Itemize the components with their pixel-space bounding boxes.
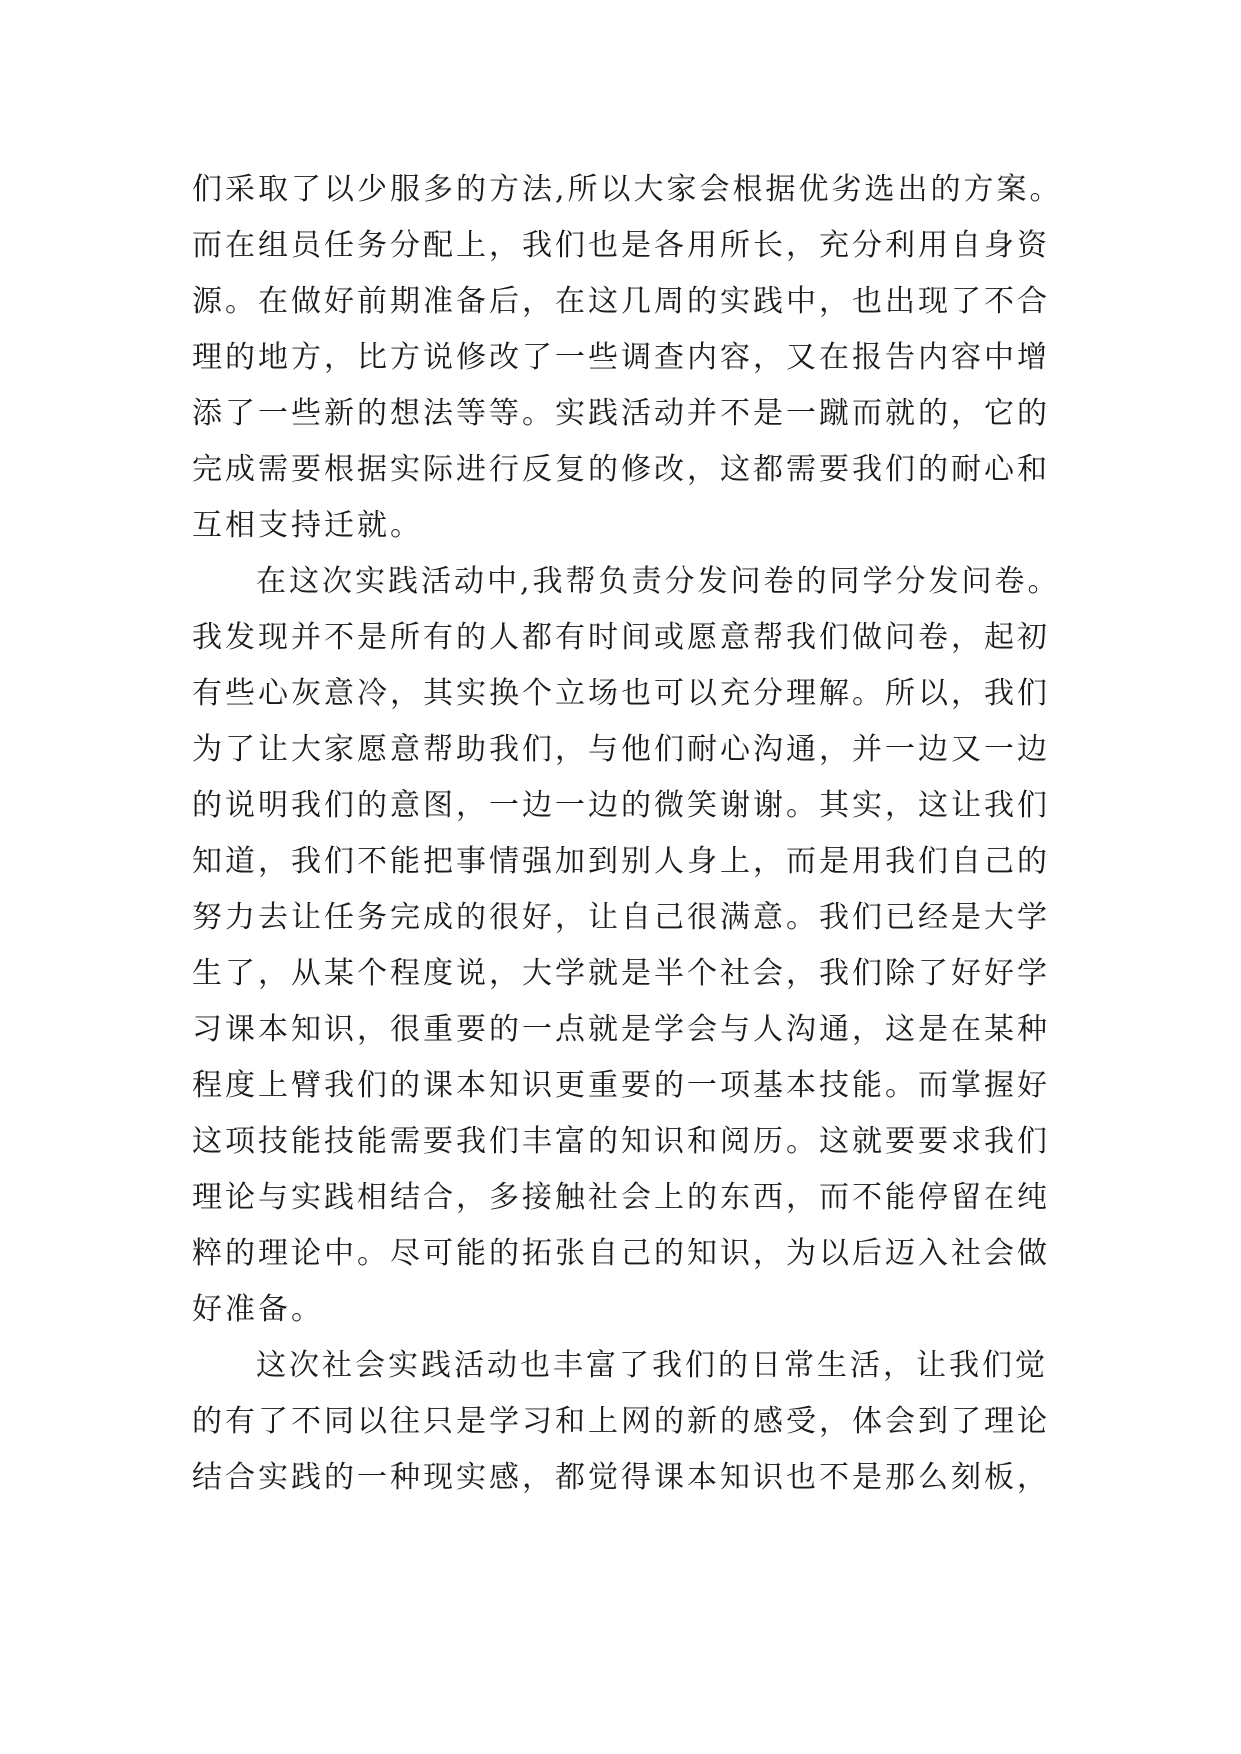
text-line: 我发现并不是所有的人都有时间或愿意帮我们做问卷，起初 — [192, 620, 1050, 655]
text-line: 努力去让任务完成的很好，让自己很满意。我们已经是大学 — [192, 900, 1050, 935]
text-line: 好准备。 — [192, 1292, 324, 1327]
text-line: 知道，我们不能把事情强加到别人身上，而是用我们自己的 — [192, 844, 1050, 879]
paragraph — [192, 1338, 1092, 1506]
text-line: 的有了不同以往只是学习和上网的新的感受，体会到了理论 — [192, 1404, 1050, 1439]
text-line: 互相支持迁就。 — [192, 508, 423, 543]
text-line: 有些心灰意冷，其实换个立场也可以充分理解。所以，我们 — [192, 676, 1050, 711]
text-line: 这次社会实践活动也丰富了我们的日常生活，让我们觉 — [256, 1348, 1048, 1383]
text-line: 这项技能技能需要我们丰富的知识和阅历。这就要要求我们 — [192, 1124, 1050, 1159]
paragraph — [192, 162, 1092, 554]
text-line: 理论与实践相结合，多接触社会上的东西，而不能停留在纯 — [192, 1180, 1050, 1215]
text-line: 完成需要根据实际进行反复的修改，这都需要我们的耐心和 — [192, 452, 1050, 487]
text-line: 的说明我们的意图，一边一边的微笑谢谢。其实，这让我们 — [192, 788, 1050, 823]
text-line: 生了，从某个程度说，大学就是半个社会，我们除了好好学 — [192, 956, 1050, 991]
text-line: 程度上臂我们的课本知识更重要的一项基本技能。而掌握好 — [192, 1068, 1050, 1103]
text-line: 粹的理论中。尽可能的拓张自己的知识，为以后迈入社会做 — [192, 1236, 1050, 1271]
paragraph — [192, 554, 1092, 1338]
text-line: 源。在做好前期准备后，在这几周的实践中，也出现了不合 — [192, 284, 1050, 319]
text-line: 在这次实践活动中,我帮负责分发问卷的同学分发问卷。 — [256, 564, 1061, 599]
text-line: 结合实践的一种现实感，都觉得课本知识也不是那么刻板， — [192, 1460, 1050, 1495]
text-line: 理的地方，比方说修改了一些调查内容，又在报告内容中增 — [192, 340, 1050, 375]
text-line: 为了让大家愿意帮助我们，与他们耐心沟通，并一边又一边 — [192, 732, 1050, 767]
text-line: 添了一些新的想法等等。实践活动并不是一蹴而就的，它的 — [192, 396, 1050, 431]
body-text — [192, 162, 1092, 1506]
text-line: 而在组员任务分配上，我们也是各用所长，充分利用自身资 — [192, 228, 1050, 263]
text-line: 习课本知识，很重要的一点就是学会与人沟通，这是在某种 — [192, 1012, 1050, 1047]
text-line: 们采取了以少服多的方法,所以大家会根据优劣选出的方案。 — [192, 172, 1063, 207]
